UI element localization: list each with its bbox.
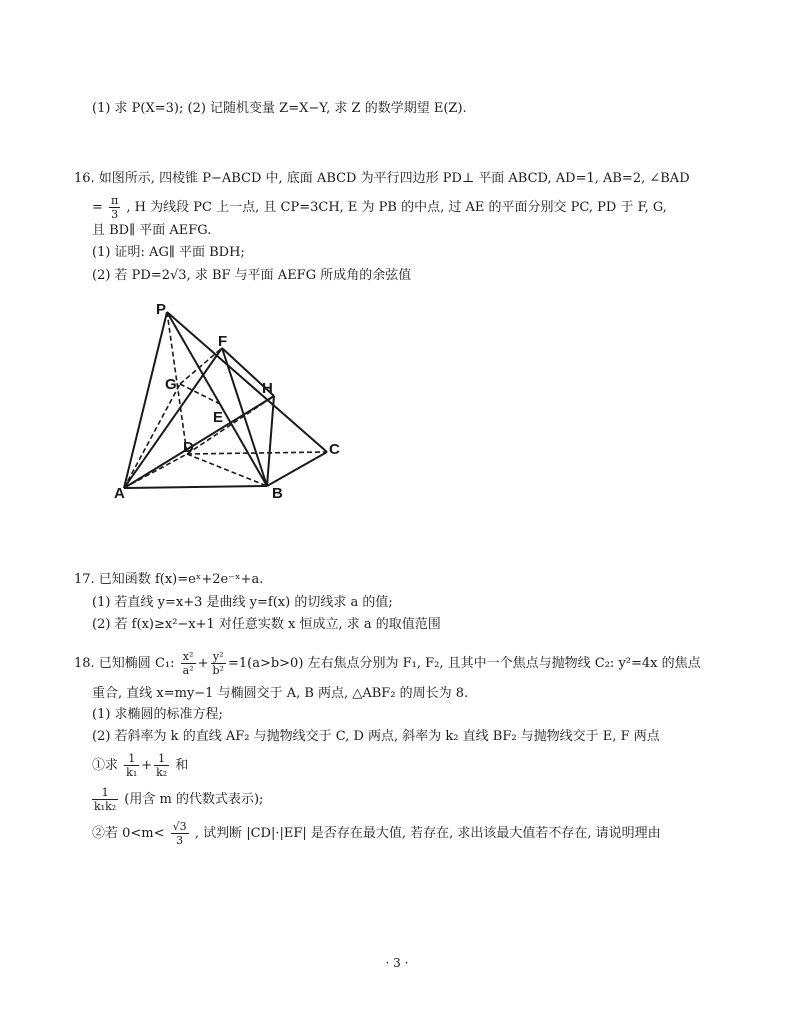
fraction-denominator: a² (182, 664, 194, 677)
pyramid-figure (112, 296, 348, 508)
label-G: G (165, 376, 177, 393)
q16-stem-line3: 且 BD∥ 平面 AEFG. (92, 223, 212, 238)
one-over-k2-fraction (154, 752, 169, 779)
edge-PC (167, 312, 327, 452)
segment-AF (124, 348, 222, 488)
q16-part2: (2) 若 PD=2√3, 求 BF 与平面 AEFG 所成角的余弦值 (92, 268, 412, 283)
q15-line: (1) 求 P(X=3); (2) 记随机变量 Z=X−Y, 求 Z 的数学期望 E(Z). (92, 101, 467, 116)
q18-sub2-line (92, 820, 661, 847)
label-P: P (156, 301, 167, 318)
q16-stem-line1: 16. 如图所示, 四棱锥 P−ABCD 中, 底面 ABCD 为平行四边形 PD⊥ 平面 ABCD, AD=1, AB=2, ∠BAD (74, 171, 690, 186)
label-B: B (272, 485, 283, 502)
q18-sub1-line: ①求 $\frac{1}{\text{k₁}}$ + $\frac{1}{\text{k₂}}$ 和 (92, 752, 189, 779)
page-number: · 3 · (385, 956, 409, 970)
segment-AH (124, 396, 274, 488)
one-over-k1-fraction (124, 752, 139, 779)
fraction-denominator: b² (212, 664, 224, 677)
q17-part2: (2) 若 f(x)≥x²−x+1 对任意实数 x 恒成立, 求 a 的取值范围 (92, 617, 441, 632)
fraction-numerator: √3 (172, 820, 187, 833)
fraction-denominator: k₁k₂ (94, 800, 117, 813)
fraction-denominator: k₂ (156, 766, 168, 779)
q18-sub1-prefix: ①求 (92, 758, 119, 773)
q18-stem-prefix: 18. 已知椭圆 C₁: (74, 656, 175, 671)
edge-BC (267, 452, 327, 486)
q18-sub1-line2 (90, 786, 263, 813)
fraction-numerator: π (111, 194, 119, 207)
fraction-denominator: 3 (176, 834, 184, 847)
label-F: F (218, 333, 228, 350)
q17-part1: (1) 若直线 y=x+3 是曲线 y=f(x) 的切线求 a 的值; (92, 595, 393, 610)
q18-stem-line1-text: =1(a>b>0) 左右焦点分别为 F₁, F₂, 且其中一个焦点与抛物线 C₂: y²=4x 的焦点 (227, 656, 701, 671)
label-A: A (114, 485, 125, 502)
q18-sub2-prefix: ②若 0<m< (92, 826, 165, 841)
q18-stem-line1: 18. 已知椭圆 C₁: $\frac{\text{x²}}{\text{a²}}$ + $\frac{\text{y²}}{\text{b²}}$ =1(a>b>0) 左右焦点分别为 F₁, F₂, 且其中一个焦点与抛物线 C₂: y²=4x 的焦点 (74, 650, 701, 677)
q18-sub2-text: , 试判断 |CD|·|EF| 是否存在最大值, 若存在, 求出该最大值若不存在, 请说明理由 (194, 826, 661, 841)
edge-AB (124, 486, 267, 488)
pi-over-3-fraction (109, 194, 120, 221)
hidden-segment-DH (187, 396, 274, 454)
equals-sign: = (92, 200, 103, 215)
q16-part1: (1) 证明: AG∥ 平面 BDH; (92, 245, 245, 260)
q18-stem-line2: 重合, 直线 x=my−1 与椭圆交于 A, B 两点, △ABF₂ 的周长为 8. (92, 686, 469, 701)
y2-over-b2-fraction (211, 650, 226, 677)
label-C: C (329, 441, 340, 458)
q18-part2: (2) 若斜率为 k 的直线 AF₂ 与抛物线交于 C, D 两点, 斜率为 k₂ 直线 BF₂ 与抛物线交于 E, F 两点 (92, 729, 660, 744)
hidden-diag-DB (187, 454, 267, 486)
sqrt3-over-3-fraction (171, 820, 189, 847)
fraction-numerator: 1 (154, 752, 169, 766)
q18-sub1-suffix: (用含 m 的代数式表示); (124, 792, 264, 807)
q17-stem: 17. 已知函数 f(x)=eˣ+2e⁻ˣ+a. (74, 572, 264, 587)
q18-sub1-and: 和 (175, 758, 189, 773)
q16-stem-line2-text: , H 为线段 PC 上一点, 且 CP=3CH, E 为 PB 的中点, 过 AE 的平面分别交 PC, PD 于 F, G, (126, 200, 667, 215)
label-E: E (213, 409, 224, 426)
fraction-numerator: y² (211, 650, 226, 664)
edge-PB (167, 312, 267, 486)
label-D: D (183, 439, 194, 456)
x2-over-a2-fraction (181, 650, 196, 677)
fraction-denominator: k₁ (126, 766, 138, 779)
fraction-numerator: 1 (124, 752, 139, 766)
q16-stem-line2 (92, 194, 667, 221)
q18-part1: (1) 求椭圆的标准方程; (92, 707, 223, 722)
fraction-denominator: 3 (111, 208, 119, 221)
segment-HB (267, 396, 274, 486)
fraction-numerator: x² (181, 650, 196, 664)
fraction-numerator: 1 (92, 786, 118, 800)
one-over-k1k2-fraction (92, 786, 118, 813)
label-H: H (262, 380, 273, 397)
edge-PA (124, 312, 167, 488)
